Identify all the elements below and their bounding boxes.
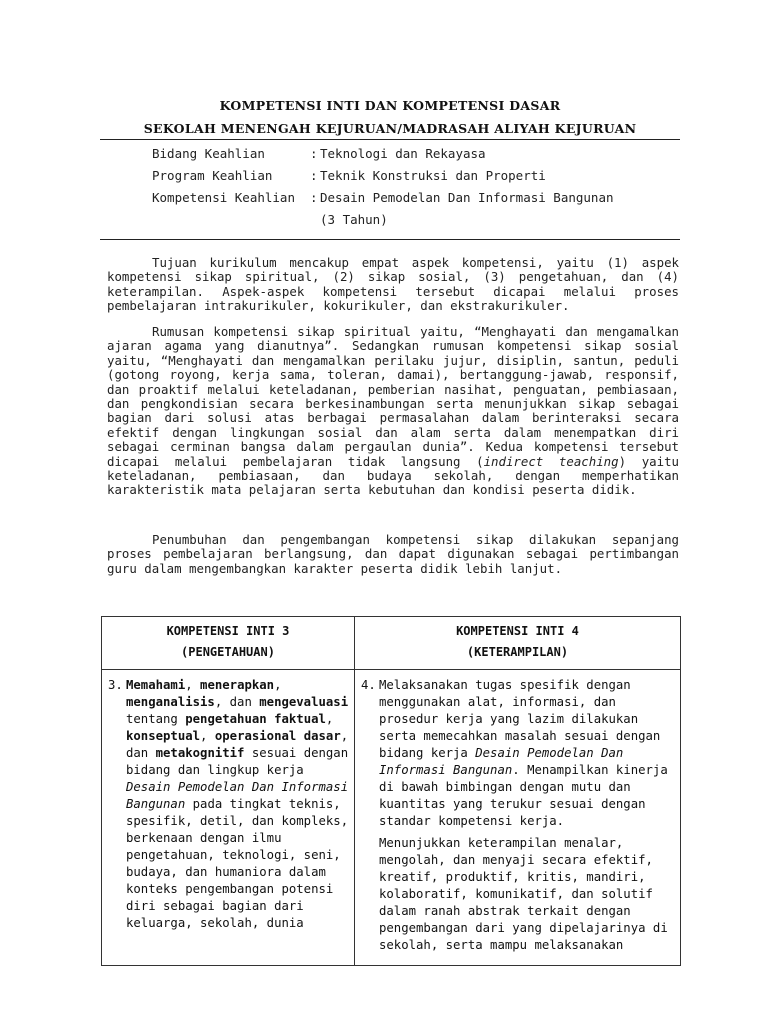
text-fragment: pada tingkat teknis, spesifik, detil, dan kompleks, berkenaan dengan ilmu pengetahuan, teknologi, seni, budaya, dan humaniora dalam konteks pengembangan potensi diri sebagai bagian dari keluarga, sekolah, dunia (126, 797, 349, 930)
cell-ki4 (355, 670, 681, 966)
divider-top (100, 139, 680, 140)
item-number: 4. (361, 678, 376, 692)
text-fragment: , (200, 729, 215, 743)
text-fragment: Melaksanakan tugas spesifik dengan menggunakan alat, informasi, dan prosedur kerja yang lazim dilakukan serta memecahkan masalah sesuai dengan bidang kerja (379, 678, 661, 760)
bold-term: menganalisis (126, 695, 215, 709)
column-title: KOMPETENSI INTI 4 (456, 624, 579, 638)
meta-value: Teknologi dan Rekayasa (320, 146, 486, 161)
paragraph-tujuan: Tujuan kurikulum mencakup empat aspek kompetensi, yaitu (1) aspek kompetensi sikap spiritual, (2) sikap sosial, (3) pengetahuan, dan (4) keterampilan. Aspek-aspek kompetensi tersebut dicapai melalui proses pembelajaran intrakurikuler, kokurikuler, dan ekstrakurikuler. (107, 255, 679, 314)
paragraph-text: Rumusan kompetensi sikap spiritual yaitu, “Menghayati dan mengamalkan ajaran agama yang dianutnya”. Sedangkan rumusan kompetensi sikap sosial yaitu, “Menghayati dan mengamalkan perilaku jujur, disiplin, santun, peduli (gotong royong, kerja sama, toleran, damai), bertanggung-jawab, responsif, dan proaktif melalui keteladanan, pemberian nasihat, penguatan, pembiasaan, dan pengkondisian secara berkesinambungan serta menunjukkan sikap sebagai bagian dari solusi atas berbagai permasalahan dalam berinteraksi secara efektif dengan lingkungan sosial dan alam serta dalam menempatkan diri sebagai cerminan bangsa dalam pergaulan dunia”. Kedua kompetensi tersebut dicapai melalui pembelajaran tidak langsung ( (107, 324, 679, 469)
meta-label: Program Keahlian (152, 168, 273, 183)
text-fragment: , dan (214, 695, 260, 709)
divider-bottom (100, 239, 680, 240)
meta-label: Kompetensi Keahlian (152, 190, 295, 205)
column-header-ki3 (102, 617, 355, 670)
meta-label: Bidang Keahlian (152, 146, 265, 161)
text-fragment: , dan (126, 729, 349, 760)
bold-term: Memahami (126, 678, 186, 692)
text-fragment: , (274, 678, 282, 692)
table-row (102, 670, 681, 966)
text-fragment: , (185, 678, 201, 692)
column-subtitle: (PENGETAHUAN) (181, 645, 275, 659)
ki4-text (379, 677, 675, 959)
meta-value: Teknik Konstruksi dan Properti (320, 168, 546, 183)
meta-colon: : (310, 146, 318, 161)
italic-term: Desain Pemodelan Dan Informasi Bangunan (126, 780, 349, 811)
bold-term: menerapkan (200, 678, 275, 692)
bold-term: konseptual (126, 729, 201, 743)
bold-term: operasional dasar (214, 729, 341, 743)
italic-term: Desain Pemodelan Dan Informasi Bangunan (379, 746, 624, 777)
meta-colon: : (310, 190, 318, 205)
ki4-paragraph (379, 677, 675, 830)
ki3-text (126, 677, 349, 932)
column-title: KOMPETENSI INTI 3 (166, 624, 290, 638)
paragraph-emphasis: indirect teaching (483, 453, 619, 469)
text-fragment: . Menampilkan kinerja di bawah bimbingan dengan mutu dan kuantitas yang terukur sesuai dengan standar kompetensi kerja. (379, 763, 668, 828)
document-subtitle: SEKOLAH MENENGAH KEJURUAN/MADRASAH ALIYAH KEJURUAN (143, 121, 637, 136)
text-fragment: sesuai dengan bidang dan lingkup kerja (126, 746, 349, 777)
text-fragment: , (325, 712, 334, 726)
competency-table (101, 616, 681, 966)
paragraph-rumusan (107, 325, 679, 498)
meta-colon: : (310, 168, 318, 183)
cell-ki3 (102, 670, 355, 966)
paragraph-penumbuhan: Penumbuhan dan pengembangan kompetensi sikap dilakukan sepanjang proses pembelajaran berlangsung, dan dapat digunakan sebagai pertimbangan guru dalam mengembangkan karakter peserta didik lebih lanjut. (107, 532, 679, 576)
meta-value: Desain Pemodelan Dan Informasi Bangunan (320, 190, 614, 205)
text-fragment: tentang (126, 712, 186, 726)
column-header-ki4 (355, 617, 681, 670)
meta-value-duration: (3 Tahun) (320, 212, 388, 227)
bold-term: mengevaluasi (259, 695, 349, 709)
item-number: 3. (108, 678, 123, 692)
column-subtitle: (KETERAMPILAN) (466, 645, 569, 659)
document-title: KOMPETENSI INTI DAN KOMPETENSI DASAR (219, 98, 561, 113)
table-header-row (102, 617, 681, 670)
ki4-paragraph: Menunjukkan keterampilan menalar, mengolah, dan menyaji secara efektif, kreatif, produktif, kritis, mandiri, kolaboratif, komunikatif, dan solutif dalam ranah abstrak terkait dengan pengembangan dari yang dipelajarinya di sekolah, serta mampu melaksanakan (379, 836, 668, 952)
bold-term: pengetahuan faktual (185, 712, 326, 726)
bold-term: metakognitif (155, 746, 245, 760)
paragraph-text: ) yaitu keteladanan, pembiasaan, dan budaya sekolah, dengan memperhatikan karakteristik mata pelajaran serta kebutuhan dan kondisi peserta didik. (107, 453, 679, 498)
